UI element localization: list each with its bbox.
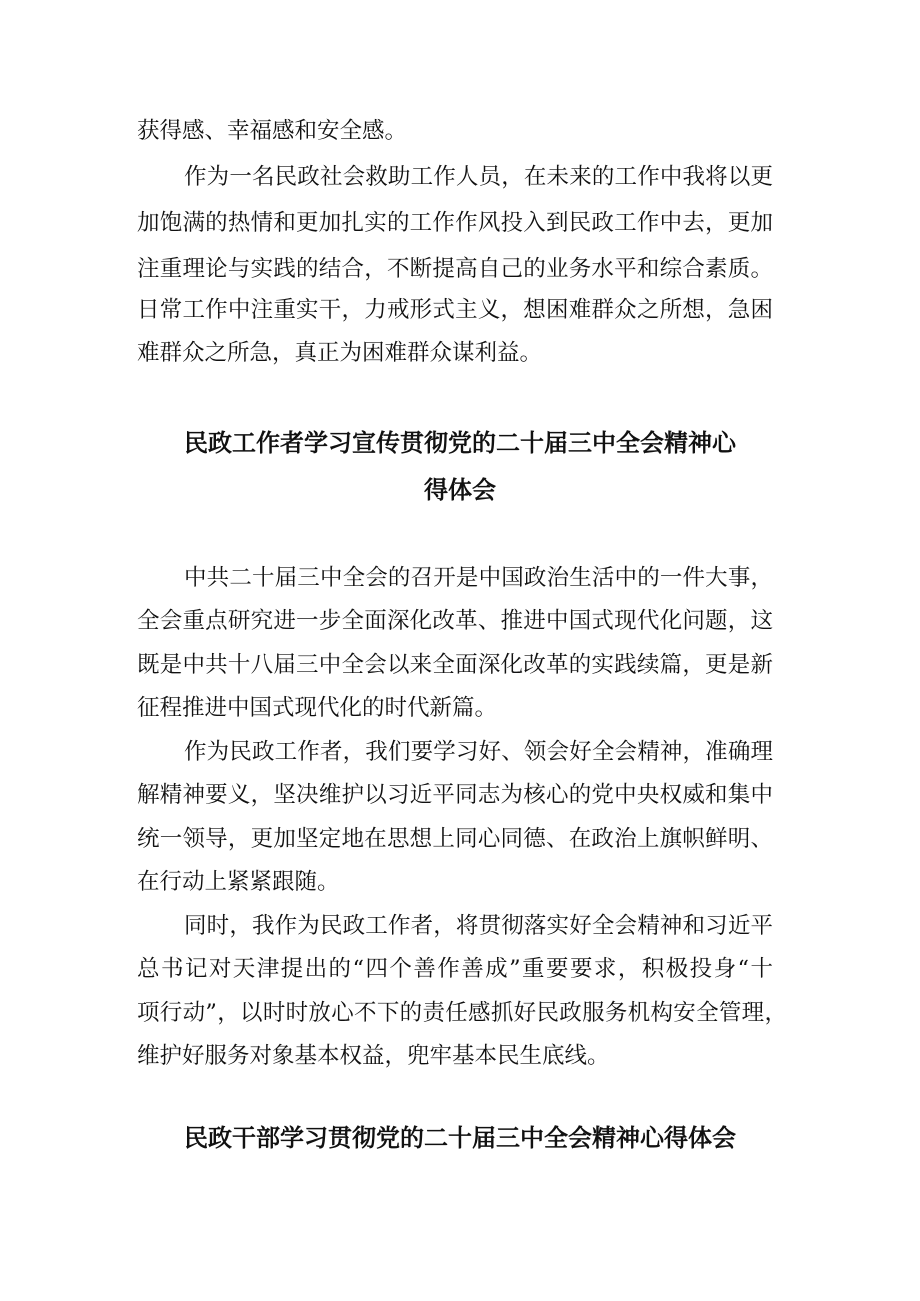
paragraph-line: 总书记对天津提出的“四个善作善成”重要要求，积极投身“十 xyxy=(137,956,773,982)
paragraph-line: 中共二十届三中全会的召开是中国政治生活中的一件大事， xyxy=(184,565,773,591)
paragraph-line: 获得感、幸福感和安全感。 xyxy=(137,118,408,144)
paragraph-line: 作为民政工作者，我们要学习好、领会好全会精神，准确理 xyxy=(184,739,773,765)
section-title: 得体会 xyxy=(424,476,496,504)
section-title: 民政工作者学习宣传贯彻党的二十届三中全会精神心 xyxy=(184,429,736,457)
paragraph-line: 难群众之所急，真正为困难群众谋利益。 xyxy=(137,340,543,366)
paragraph-line: 日常工作中注重实干，力戒形式主义，想困难群众之所想，急困 xyxy=(137,297,773,323)
paragraph-line: 统一领导，更加坚定地在思想上同心同德、在政治上旗帜鲜明、 xyxy=(137,826,773,852)
paragraph-line: 解精神要义，坚决维护以习近平同志为核心的党中央权威和集中 xyxy=(137,782,773,808)
paragraph-line: 同时，我作为民政工作者，将贯彻落实好全会精神和习近平 xyxy=(184,913,773,939)
paragraph-line: 作为一名民政社会救助工作人员，在未来的工作中我将以更 xyxy=(184,164,773,190)
paragraph-line: 全会重点研究进一步全面深化改革、推进中国式现代化问题，这 xyxy=(137,608,773,634)
paragraph-line: 在行动上紧紧跟随。 xyxy=(137,869,340,895)
paragraph-line: 项行动”，以时时放心不下的责任感抓好民政服务机构安全管理， xyxy=(137,1000,787,1026)
paragraph-line: 注重理论与实践的结合，不断提高自己的业务水平和综合素质。 xyxy=(137,256,773,282)
paragraph-line: 既是中共十八届三中全会以来全面深化改革的实践续篇，更是新 xyxy=(137,652,773,678)
section-title: 民政干部学习贯彻党的二十届三中全会精神心得体会 xyxy=(184,1124,736,1152)
paragraph-line: 征程推进中国式现代化的时代新篇。 xyxy=(137,695,498,721)
paragraph-line: 维护好服务对象基本权益，兜牢基本民生底线。 xyxy=(137,1043,610,1069)
paragraph-line: 加饱满的热情和更加扎实的工作作风投入到民政工作中去，更加 xyxy=(137,210,773,236)
